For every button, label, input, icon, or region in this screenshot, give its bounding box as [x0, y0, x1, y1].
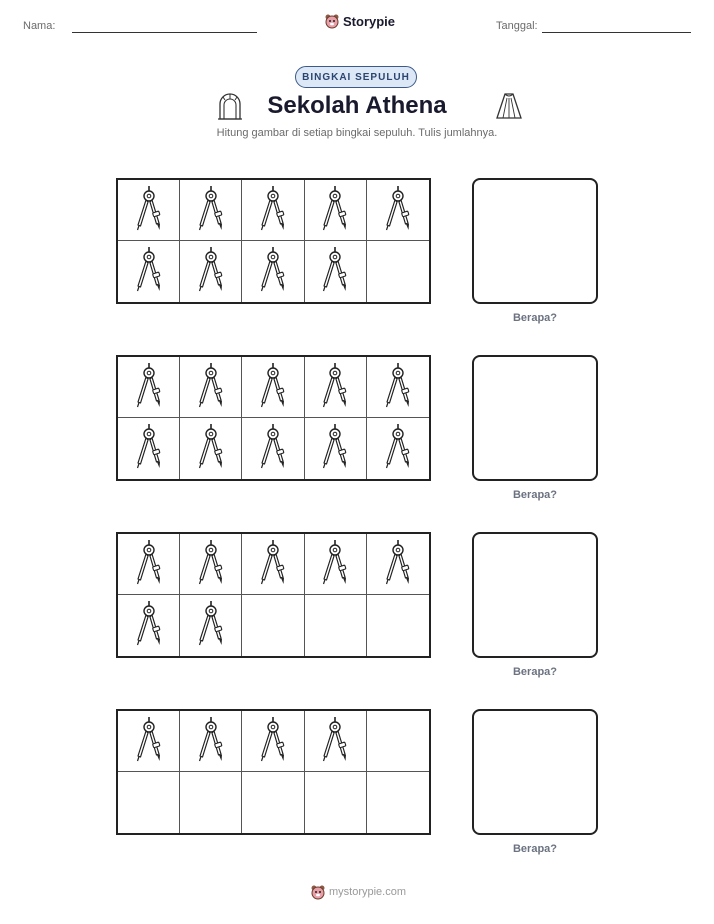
ten-frame-cell	[242, 357, 304, 418]
ten-frame-cell	[367, 357, 429, 418]
ten-frame-cell	[118, 534, 180, 595]
ten-frame-cell	[180, 711, 242, 772]
page-title: Sekolah Athena	[267, 92, 447, 119]
ten-frame-cell	[305, 180, 367, 241]
ten-frame-cell	[367, 418, 429, 479]
name-field[interactable]	[72, 32, 257, 33]
answer-box-4[interactable]	[472, 709, 598, 835]
drawing-compass-icon	[381, 362, 415, 413]
ten-frame-cell	[242, 534, 304, 595]
brand-name: Storypie	[343, 13, 396, 29]
drawing-compass-icon	[132, 600, 166, 651]
drawing-compass-icon	[318, 423, 352, 474]
cloak-icon	[494, 92, 524, 120]
drawing-compass-icon	[318, 716, 352, 767]
drawing-compass-icon	[256, 716, 290, 767]
drawing-compass-icon	[194, 600, 228, 651]
drawing-compass-icon	[132, 246, 166, 297]
name-label: Nama:	[23, 20, 56, 32]
ten-frame-cell	[180, 357, 242, 418]
ten-frame-cell	[367, 180, 429, 241]
drawing-compass-icon	[318, 362, 352, 413]
ten-frame-cell	[118, 418, 180, 479]
ten-frame-cell	[242, 418, 304, 479]
drawing-compass-icon	[194, 539, 228, 590]
date-label: Tanggal:	[496, 20, 538, 32]
ten-frame-cell	[305, 772, 367, 833]
storypie-mascot-icon	[324, 13, 340, 29]
ten-frame-cell	[242, 180, 304, 241]
ten-frame-cell	[242, 711, 304, 772]
ten-frame-cell	[305, 241, 367, 302]
ten-frame-1	[116, 178, 431, 304]
drawing-compass-icon	[318, 246, 352, 297]
drawing-compass-icon	[132, 362, 166, 413]
ten-frame-3	[116, 532, 431, 658]
drawing-compass-icon	[256, 423, 290, 474]
drawing-compass-icon	[194, 362, 228, 413]
drawing-compass-icon	[256, 185, 290, 236]
ten-frame-cell	[118, 772, 180, 833]
drawing-compass-icon	[132, 423, 166, 474]
ten-frame-cell	[305, 534, 367, 595]
ten-frame-4	[116, 709, 431, 835]
ten-frame-cell	[242, 595, 304, 656]
ten-frame-cell	[180, 241, 242, 302]
answer-label-4: Berapa?	[512, 843, 558, 855]
ten-frame-cell	[367, 241, 429, 302]
drawing-compass-icon	[132, 539, 166, 590]
drawing-compass-icon	[256, 246, 290, 297]
ten-frame-cell	[118, 357, 180, 418]
ten-frame-cell	[367, 711, 429, 772]
ten-frame-cell	[242, 241, 304, 302]
answer-label-1: Berapa?	[512, 312, 558, 324]
ten-frame-2	[116, 355, 431, 481]
answer-box-3[interactable]	[472, 532, 598, 658]
answer-label-2: Berapa?	[512, 489, 558, 501]
ten-frame-cell	[180, 595, 242, 656]
footer-url: mystorypie.com	[329, 886, 407, 898]
footer	[310, 884, 406, 900]
drawing-compass-icon	[381, 423, 415, 474]
drawing-compass-icon	[194, 716, 228, 767]
storypie-mascot-icon	[310, 884, 326, 900]
drawing-compass-icon	[256, 362, 290, 413]
answer-box-1[interactable]	[472, 178, 598, 304]
ten-frame-cell	[118, 180, 180, 241]
drawing-compass-icon	[318, 185, 352, 236]
ten-frame-cell	[180, 418, 242, 479]
drawing-compass-icon	[132, 185, 166, 236]
drawing-compass-icon	[381, 185, 415, 236]
answer-label-3: Berapa?	[512, 666, 558, 678]
ten-frame-cell	[305, 595, 367, 656]
ten-frame-cell	[367, 772, 429, 833]
ten-frame-cell	[367, 595, 429, 656]
drawing-compass-icon	[194, 246, 228, 297]
ten-frame-cell	[305, 711, 367, 772]
ten-frame-cell	[305, 357, 367, 418]
ten-frame-cell	[118, 711, 180, 772]
drawing-compass-icon	[194, 423, 228, 474]
drawing-compass-icon	[318, 539, 352, 590]
instructions: Hitung gambar di setiap bingkai sepuluh. Tulis jumlahnya.	[216, 127, 498, 139]
ten-frame-cell	[367, 534, 429, 595]
drawing-compass-icon	[381, 539, 415, 590]
answer-box-2[interactable]	[472, 355, 598, 481]
ten-frame-cell	[180, 534, 242, 595]
date-field[interactable]	[542, 32, 691, 33]
brand-logo	[324, 13, 395, 29]
ten-frame-cell	[118, 241, 180, 302]
ten-frame-cell	[118, 595, 180, 656]
ten-frame-cell	[242, 772, 304, 833]
drawing-compass-icon	[194, 185, 228, 236]
worksheet-type-badge: BINGKAI SEPULUH	[295, 66, 417, 88]
ten-frame-cell	[180, 772, 242, 833]
drawing-compass-icon	[256, 539, 290, 590]
drawing-compass-icon	[132, 716, 166, 767]
ten-frame-cell	[305, 418, 367, 479]
ten-frame-cell	[180, 180, 242, 241]
